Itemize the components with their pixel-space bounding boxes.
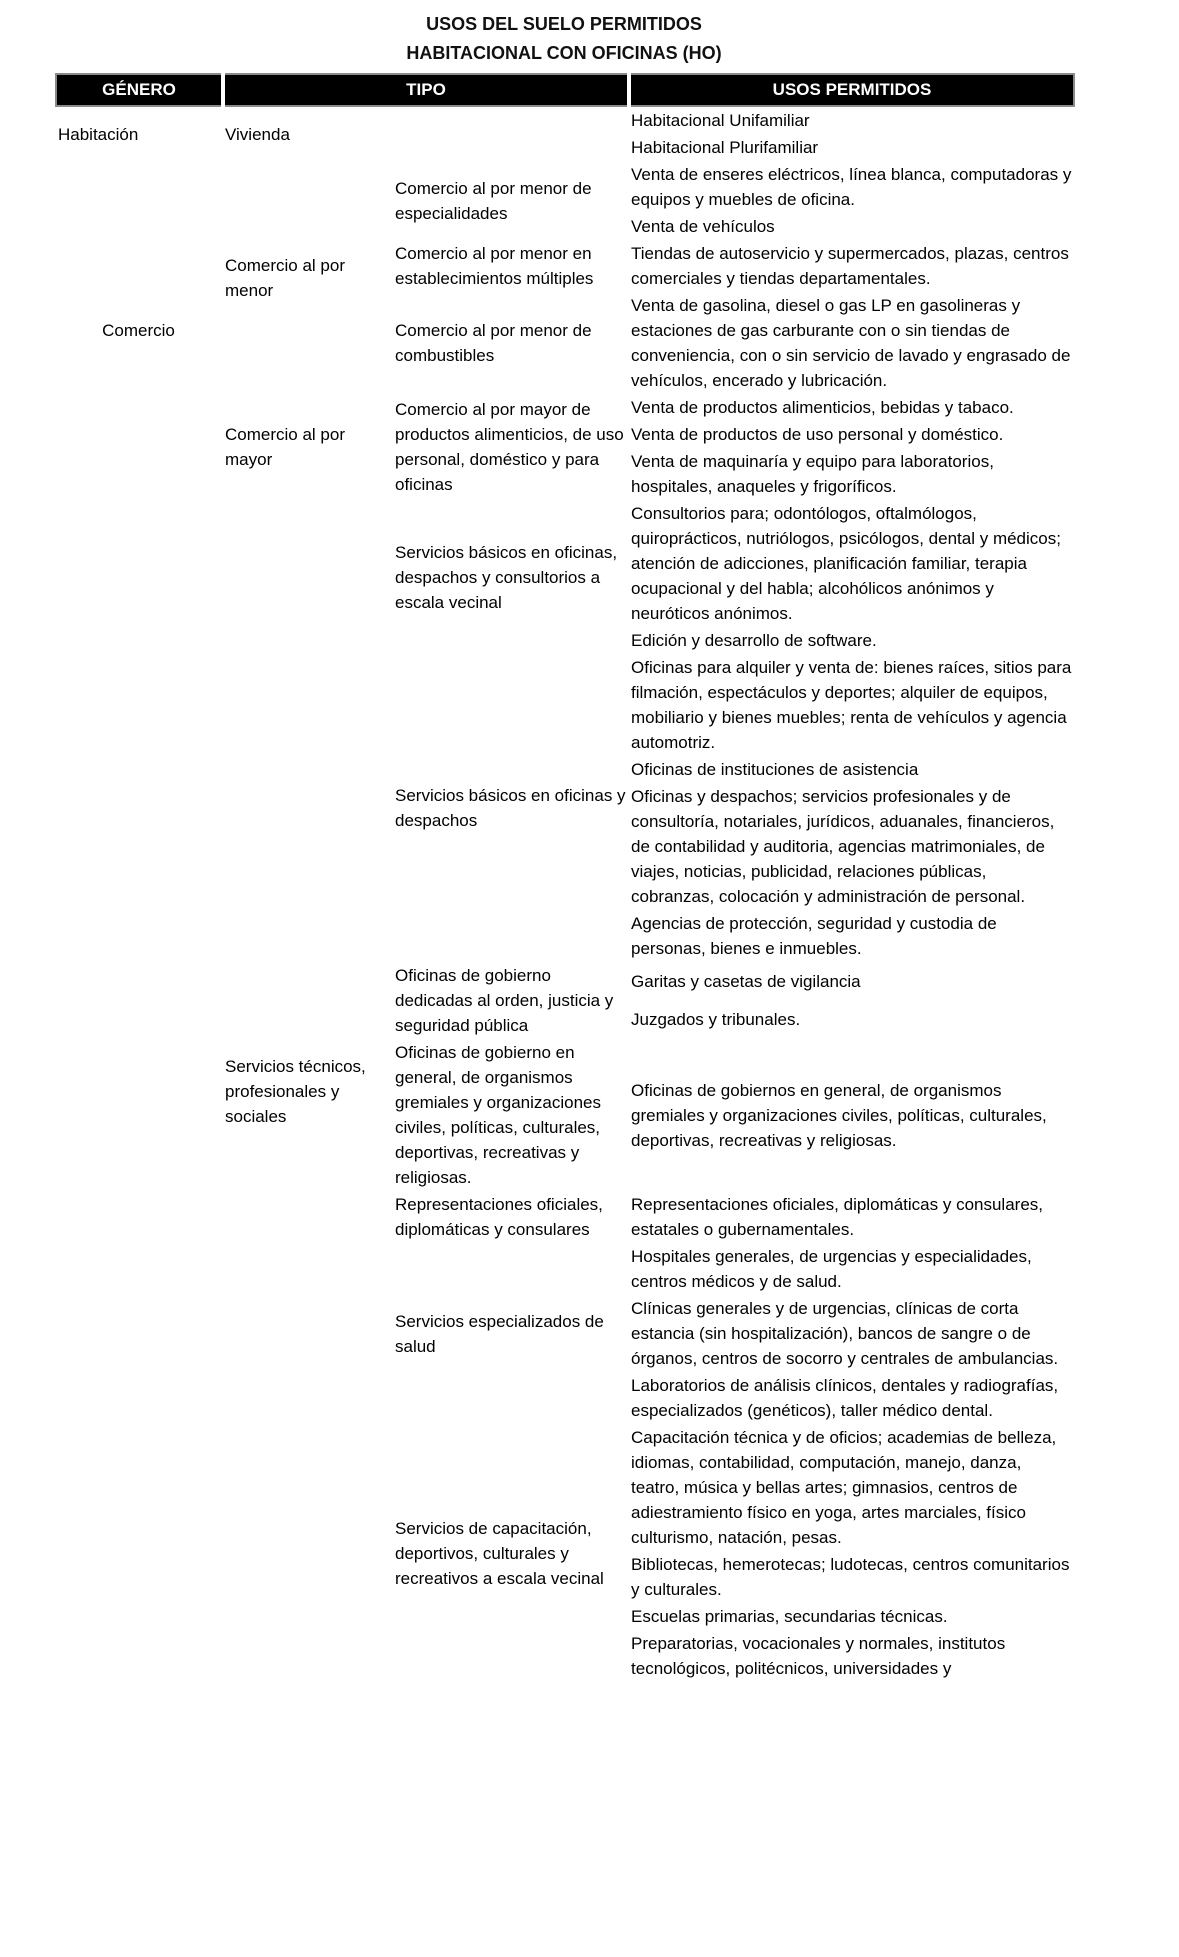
uso-cell: Capacitación técnica y de oficios; academias de belleza, idiomas, contabilidad, computación, manejo, danza, teatro, música y bellas artes; gimnasios, centros de adiestramiento físico en yoga, artes marciales, físico culturismo, natación, pesas. (631, 1428, 1057, 1547)
uso-cell: Habitacional Plurifamiliar (631, 138, 819, 157)
table-row (56, 500, 1074, 627)
land-use-table (55, 73, 1075, 1682)
genero-cell: Habitación (58, 124, 139, 144)
uso-cell: Garitas y casetas de vigilancia (631, 971, 861, 991)
document-titles (55, 10, 1073, 68)
genero-cell: Comercio (102, 321, 175, 340)
uso-cell: Clínicas generales y de urgencias, clínicas de corta estancia (sin hospitalización), bancos de sangre o de órganos, centros de socorro y centrales de ambulancias. (631, 1299, 1059, 1368)
table-row (56, 161, 1074, 213)
table-header-row (56, 74, 1074, 106)
tipo-cell: Comercio al por menor (225, 255, 345, 300)
uso-cell: Venta de maquinaría y equipo para laboratorios, hospitales, anaqueles y frigoríficos. (631, 452, 994, 496)
table-row (56, 106, 1074, 134)
uso-cell: Bibliotecas, hemerotecas; ludotecas, centros comunitarios y culturales. (631, 1555, 1070, 1599)
uso-cell: Venta de vehículos (631, 217, 775, 236)
uso-cell: Venta de productos alimenticios, bebidas y tabaco. (631, 398, 1014, 417)
tipo-cell: Vivienda (225, 124, 290, 144)
uso-cell: Habitacional Unifamiliar (631, 111, 810, 130)
genero-cell (56, 500, 223, 1682)
subtipo-cell: Representaciones oficiales, diplomáticas y consulares (395, 1195, 603, 1239)
header-tipo: TIPO (223, 74, 629, 106)
page-title: USOS DEL SUELO PERMITIDOS (426, 14, 702, 34)
subtipo-cell: Comercio al por menor en establecimientos múltiples (395, 244, 594, 288)
uso-cell: Venta de enseres eléctricos, línea blanca, computadoras y equipos y muebles de oficina. (631, 165, 1072, 209)
uso-cell: Consultorios para; odontólogos, oftalmólogos, quiroprácticos, nutriólogos, psicólogos, dental y médicos; atención de adicciones, planificación familiar, terapia ocupacional y del habla; alcohólicos anónimos y neuróticos anónimos. (631, 504, 1061, 623)
header-genero: GÉNERO (56, 74, 223, 106)
uso-cell: Agencias de protección, seguridad y custodia de personas, bienes e inmuebles. (631, 914, 997, 958)
uso-cell: Oficinas de gobiernos en general, de organismos gremiales y organizaciones civiles, políticas, culturales, deportivas, recreativas y religiosas. (631, 1080, 1047, 1150)
subtipo-cell: Comercio al por menor de especialidades (395, 178, 592, 223)
uso-cell: Oficinas de instituciones de asistencia (631, 760, 919, 779)
uso-cell: Escuelas primarias, secundarias técnicas. (631, 1607, 948, 1626)
uso-cell: Venta de gasolina, diesel o gas LP en gasolineras y estaciones de gas carburante con o sin tiendas de conveniencia, con o sin servicio de lavado y engrasado de vehículos, encerado y lubricación. (631, 296, 1071, 390)
subtipo-cell: Comercio al por menor de combustibles (395, 321, 592, 365)
uso-cell: Venta de productos de uso personal y doméstico. (631, 425, 1004, 444)
subtipo-cell: Servicios especializados de salud (395, 1311, 604, 1356)
uso-cell: Oficinas para alquiler y venta de: bienes raíces, sitios para filmación, espectáculos y deportes; alquiler de equipos, mobiliario y bienes muebles; renta de vehículos y agencia automotriz. (631, 658, 1072, 752)
subtipo-cell: Servicios de capacitación, deportivos, culturales y recreativos a escala vecinal (395, 1518, 604, 1588)
uso-cell: Preparatorias, vocacionales y normales, institutos tecnológicos, politécnicos, universidades y (631, 1634, 1006, 1678)
subtipo-cell: Comercio al por mayor de productos alimenticios, de uso personal, doméstico y para oficinas (395, 400, 624, 494)
subtipo-cell: Oficinas de gobierno en general, de organismos gremiales y organizaciones civiles, políticas, culturales, deportivas, recreativas y religiosas. (395, 1043, 601, 1187)
document-page (55, 0, 1073, 1682)
uso-cell: Laboratorios de análisis clínicos, dentales y radiografías, especializados (genéticos), taller médico dental. (631, 1376, 1059, 1420)
uso-cell: Hospitales generales, de urgencias y especialidades, centros médicos y de salud. (631, 1247, 1032, 1291)
tipo-cell: Comercio al por mayor (225, 425, 345, 469)
header-usos: USOS PERMITIDOS (629, 74, 1074, 106)
page-subtitle: HABITACIONAL CON OFICINAS (HO) (406, 43, 722, 63)
subtipo-cell: Oficinas de gobierno dedicadas al orden, justicia y seguridad pública (395, 966, 614, 1035)
uso-cell: Oficinas y despachos; servicios profesionales y de consultoría, notariales, jurídicos, aduanales, financieros, de contabilidad y auditoria, agencias matrimoniales, de viajes, noticias, publicidad, relaciones públicas, cobranzas, colocación y administración de personal. (631, 787, 1055, 906)
subtipo-cell: Servicios básicos en oficinas y despachos (395, 786, 626, 830)
subtipo-cell (393, 106, 629, 161)
uso-cell: Representaciones oficiales, diplomáticas y consulares, estatales o gubernamentales. (631, 1195, 1043, 1239)
subtipo-cell: Servicios básicos en oficinas, despachos y consultorios a escala vecinal (395, 542, 618, 612)
uso-cell: Edición y desarrollo de software. (631, 631, 877, 650)
tipo-cell: Servicios técnicos, profesionales y sociales (225, 1056, 366, 1126)
uso-cell: Tiendas de autoservicio y supermercados, plazas, centros comerciales y tiendas departamentales. (631, 244, 1069, 288)
uso-cell: Juzgados y tribunales. (631, 1010, 801, 1030)
